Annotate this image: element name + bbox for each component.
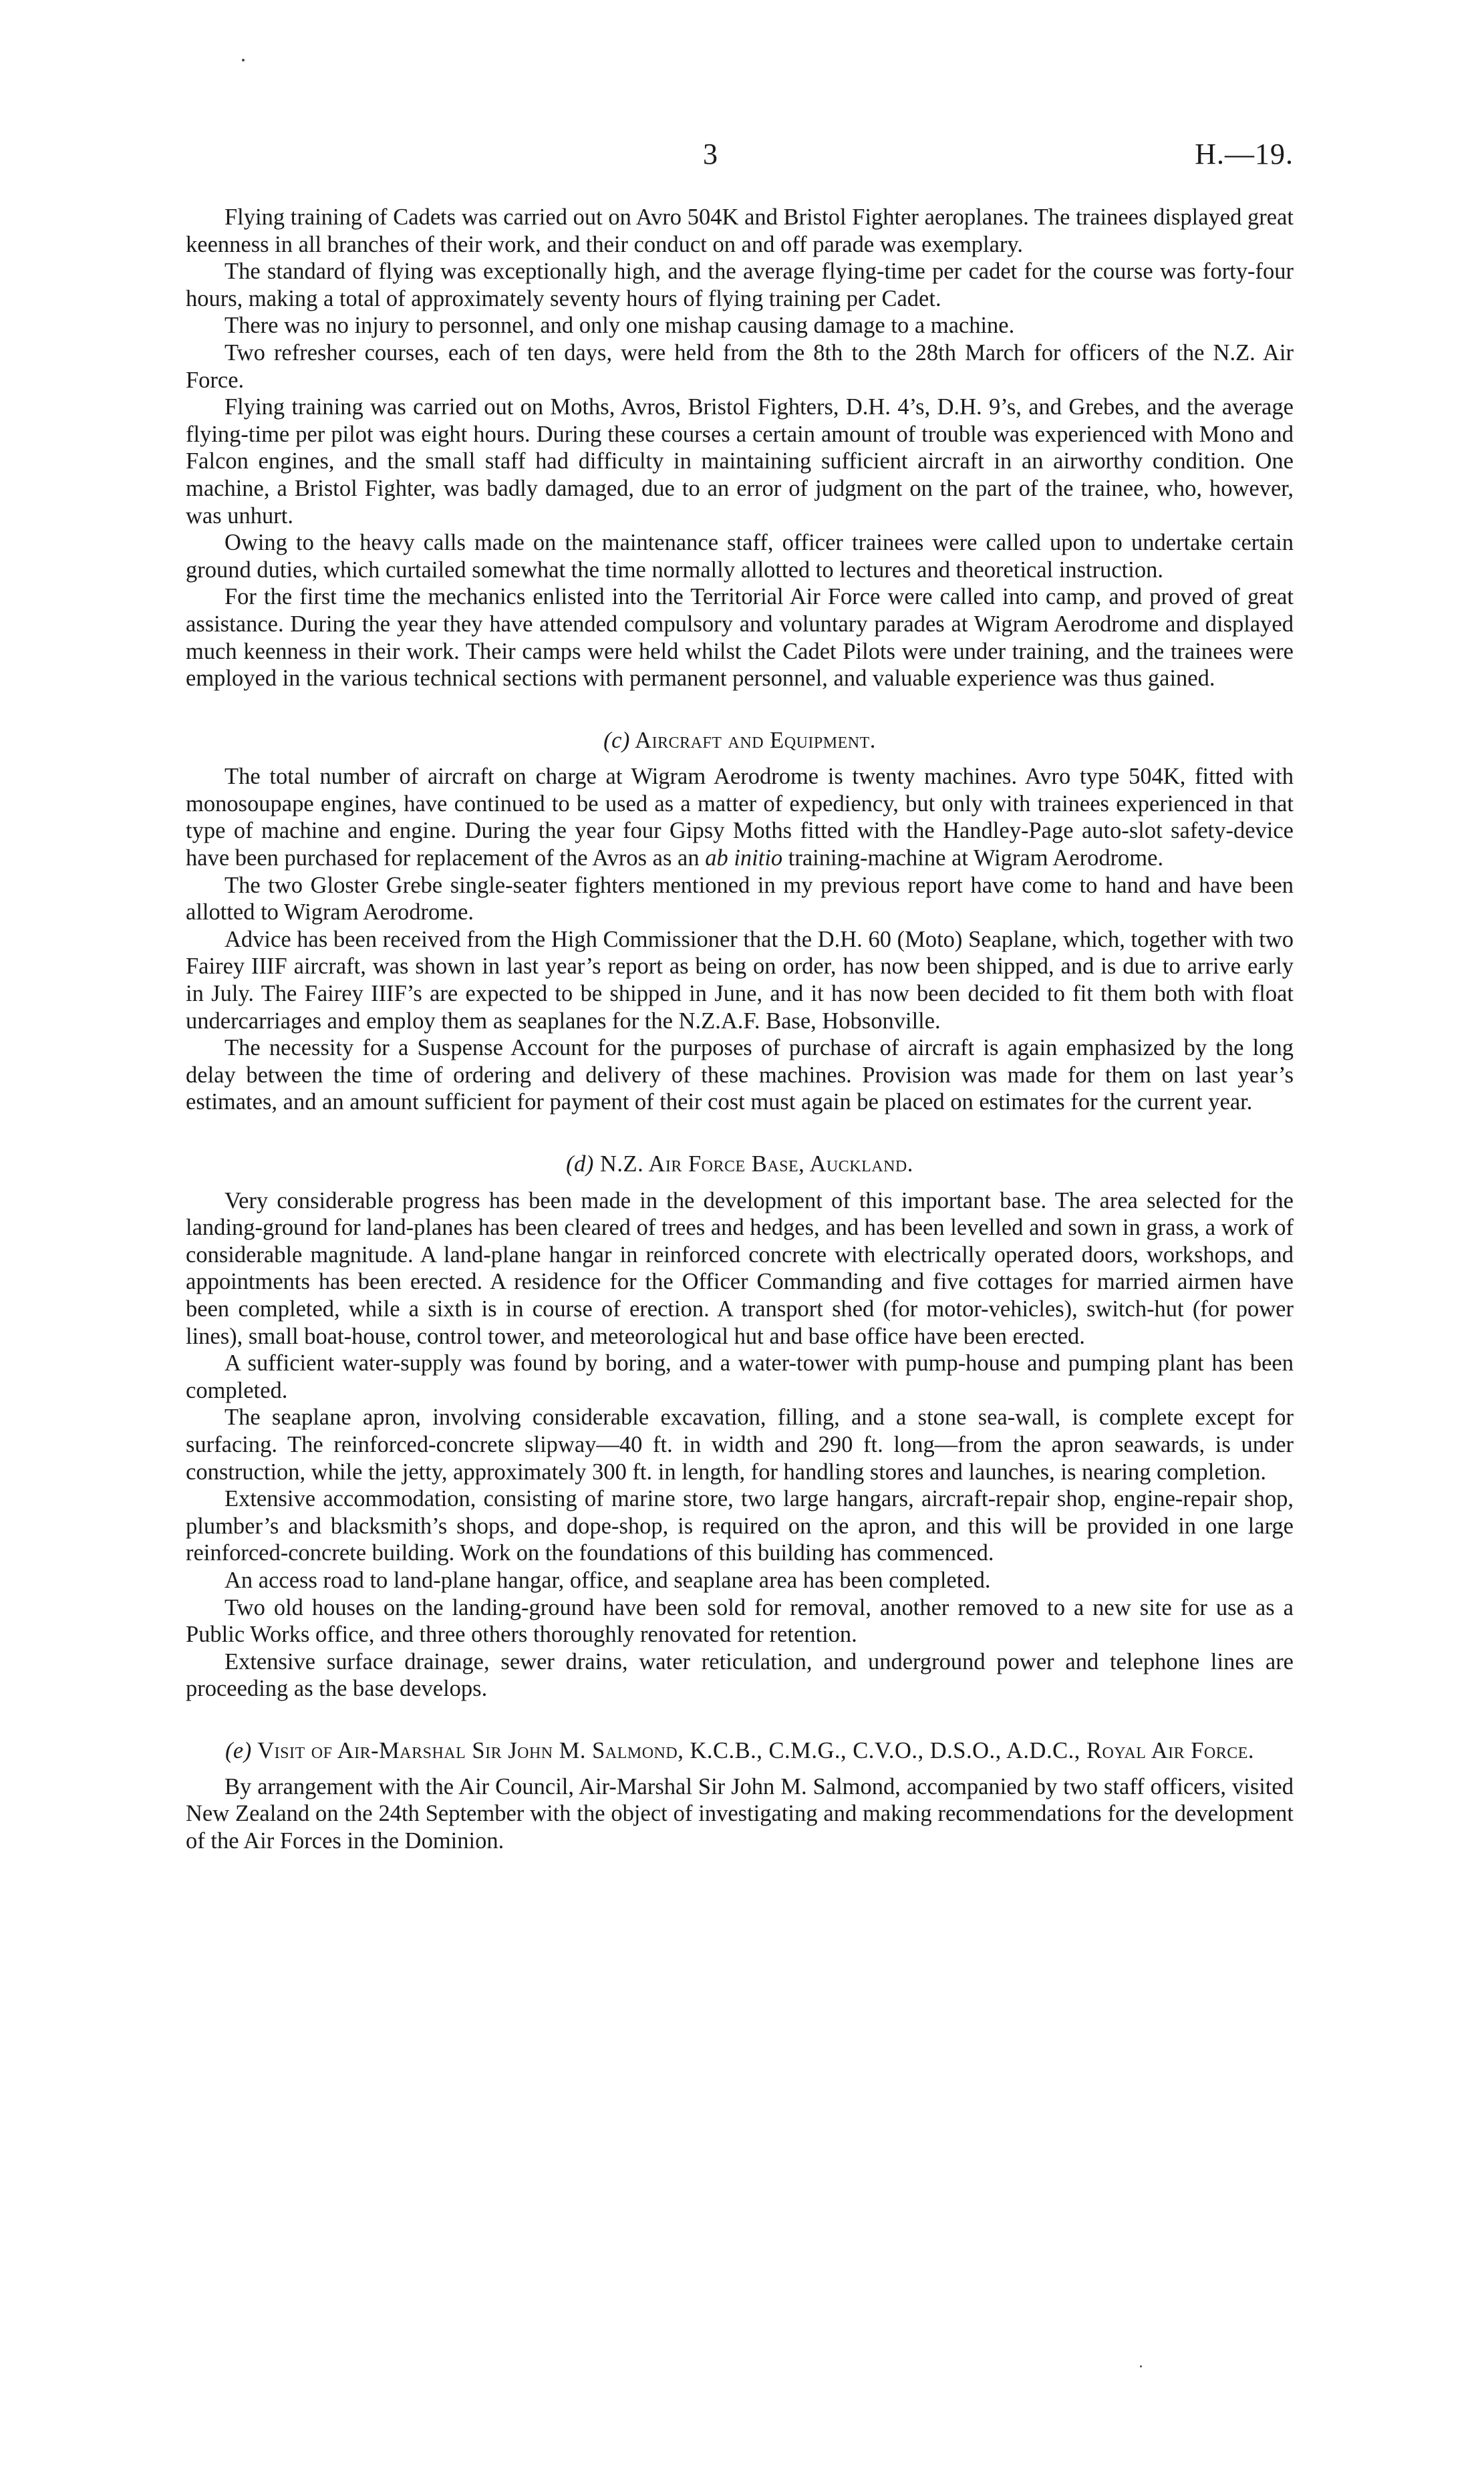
paragraph: There was no injury to personnel, and only one mishap causing damage to a machine. (225, 313, 1015, 339)
paragraph: For the first time the mechanics enlisted into the Territorial Air Force were called into camp, and proved of great assistance. During the year they have attended compulsory and voluntary parades at Wigram Aerodrome and displayed much keenness in their work. Their camps were held whilst the Cadet Pilots were under training, and the trainees were employed in the various technical sections with permanent personnel, and valuable experience was thus gained. (186, 584, 1294, 692)
document-reference: H.—19. (1195, 138, 1294, 170)
section-title: Visit of Air-Marshal Sir John M. Salmond, K.C.B., C.M.G., C.V.O., D.S.O., A.D.C., Royal Air Force. (257, 1737, 1255, 1763)
text-run: The total number of aircraft on charge at Wigram Aerodrome is twenty machines. Avro type (225, 764, 1129, 790)
italic-term: ab initio (705, 845, 783, 871)
paragraph: Flying training was carried out on Moths, Avros, Bristol Fighters, D.H. 4’s, D.H. 9’s, and Grebes, and the average flying-time per pilot was eight hours. During these courses a certain amount of trouble was experienced with Mono and Falcon engines, and the small staff had difficulty in maintaining sufficient aircraft in an airworthy condition. One machine, a Bristol Fighter, was badly damaged, due to an error of judgment on the part of the trainee, who, however, was unhurt. (186, 394, 1294, 529)
section-letter: (c) (603, 727, 630, 753)
paragraph (186, 763, 1294, 871)
document-body (186, 204, 1294, 1855)
section-heading-air-force-base (186, 1151, 1294, 1178)
text-run: 504K (1129, 764, 1180, 790)
section-heading-aircraft-equipment (186, 727, 1294, 754)
text-run: training-machine at Wigram Aerodrome. (782, 845, 1164, 871)
section-heading-salmond-visit (186, 1737, 1294, 1764)
scan-speck (1140, 2365, 1142, 2367)
page-header (0, 137, 1484, 177)
paragraph: Two old houses on the landing-ground have been sold for removal, another removed to a new site for use as a Public Works office, and three others thoroughly renovated for retention. (186, 1594, 1294, 1648)
paragraph: Extensive accommodation, consisting of marine store, two large hangars, aircraft-repair shop, engine-repair shop, plumber’s and blacksmith’s shops, and dope-shop, is required on the apron, and this will be provided in one large reinforced-concrete building. Work on the foundations of this building has commenced. (186, 1486, 1294, 1566)
paragraph: Advice has been received from the High Commissioner that the D.H. 60 (Moto) Seaplane, which, together with two Fairey IIIF aircraft, was shown in last year’s report as being on order, has now been shipped, and is due to arrive early in July. The Fairey IIIF’s are expected to be shipped in June, and it has now been decided to fit them both with float undercarriages and employ them as seaplanes for the N.Z.A.F. Base, Hobsonville. (186, 926, 1294, 1034)
paragraph: Owing to the heavy calls made on the maintenance staff, officer trainees were called upon to undertake certain ground duties, which curtailed somewhat the time normally allotted to lectures and theoretical instruction. (186, 530, 1294, 583)
paragraph: Flying training of Cadets was carried out on Avro 504K and Bristol Fighter aeroplanes. The trainees displayed great keenness in all branches of their work, and their conduct on and off parade was exemplary. (186, 204, 1294, 257)
paragraph: A sufficient water-supply was found by boring, and a water-tower with pump-house and pumping plant has been completed. (186, 1350, 1294, 1403)
paragraph: The two Gloster Grebe single-seater fighters mentioned in my previous report have come to hand and have been allotted to Wigram Aerodrome. (186, 872, 1294, 925)
paragraph: Very considerable progress has been made in the development of this important base. The area selected for the landing-ground for land-planes has been cleared of trees and hedges, and has been levelled and sown in grass, a work of considerable magnitude. A land-plane hangar in reinforced concrete with electrically operated doors, workshops, and appointments has been erected. A residence for the Officer Commanding and five cottages for married airmen have been completed, while a sixth is in course of erection. A transport shed (for motor-vehicles), switch-hut (for power lines), small boat-house, control tower, and meteorological hut and base office have been erected. (186, 1187, 1294, 1349)
text-run: , fitted with monosoupape engines, have continued to be used as a matter of expediency, but only with trainees experienced in that type of machine and engine. During the year four Gipsy Moths fitted with the Handley-Page auto-slot safety-device have been purchased for replacement of the Avros as an (186, 764, 1294, 871)
paragraph: The seaplane apron, involving considerable excavation, filling, and a stone sea-wall, is complete except for surfacing. The reinforced-concrete slipway—40 ft. in width and 290 ft. long—from the apron seawards, is under construction, while the jetty, approximately 300 ft. in length, for handling stores and launches, is nearing completion. (186, 1405, 1294, 1485)
paragraph: Two refresher courses, each of ten days, were held from the 8th to the 28th March for officers of the N.Z. Air Force. (186, 339, 1294, 393)
section-letter: (e) (225, 1737, 252, 1763)
page-number: 3 (703, 138, 718, 170)
paragraph: Extensive surface drainage, sewer drains, water reticulation, and underground power and telephone lines are proceeding as the base develops. (186, 1648, 1294, 1702)
paragraph: An access road to land-plane hangar, office, and seaplane area has been completed. (225, 1567, 991, 1593)
section-title: N.Z. Air Force Base, Auckland. (599, 1151, 913, 1177)
scan-speck (242, 59, 245, 61)
paragraph: The necessity for a Suspense Account for the purposes of purchase of aircraft is again emphasized by the long delay between the time of ordering and delivery of these machines. Provision was made for them on last year’s estimates, and an amount sufficient for payment of their cost must again be placed on estimates for the current year. (186, 1035, 1294, 1115)
paragraph: By arrangement with the Air Council, Air-Marshal Sir John M. Salmond, accompanied by two staff officers, visited New Zealand on the 24th September with the object of investigating and making recommendations for the development of the Air Forces in the Dominion. (186, 1773, 1294, 1854)
section-letter: (d) (566, 1151, 594, 1177)
section-title: Aircraft and Equipment. (635, 727, 876, 753)
paragraph: The standard of flying was exceptionally high, and the average flying-time per cadet for the course was forty-four hours, making a total of approximately seventy hours of flying training per Cadet. (186, 259, 1294, 311)
